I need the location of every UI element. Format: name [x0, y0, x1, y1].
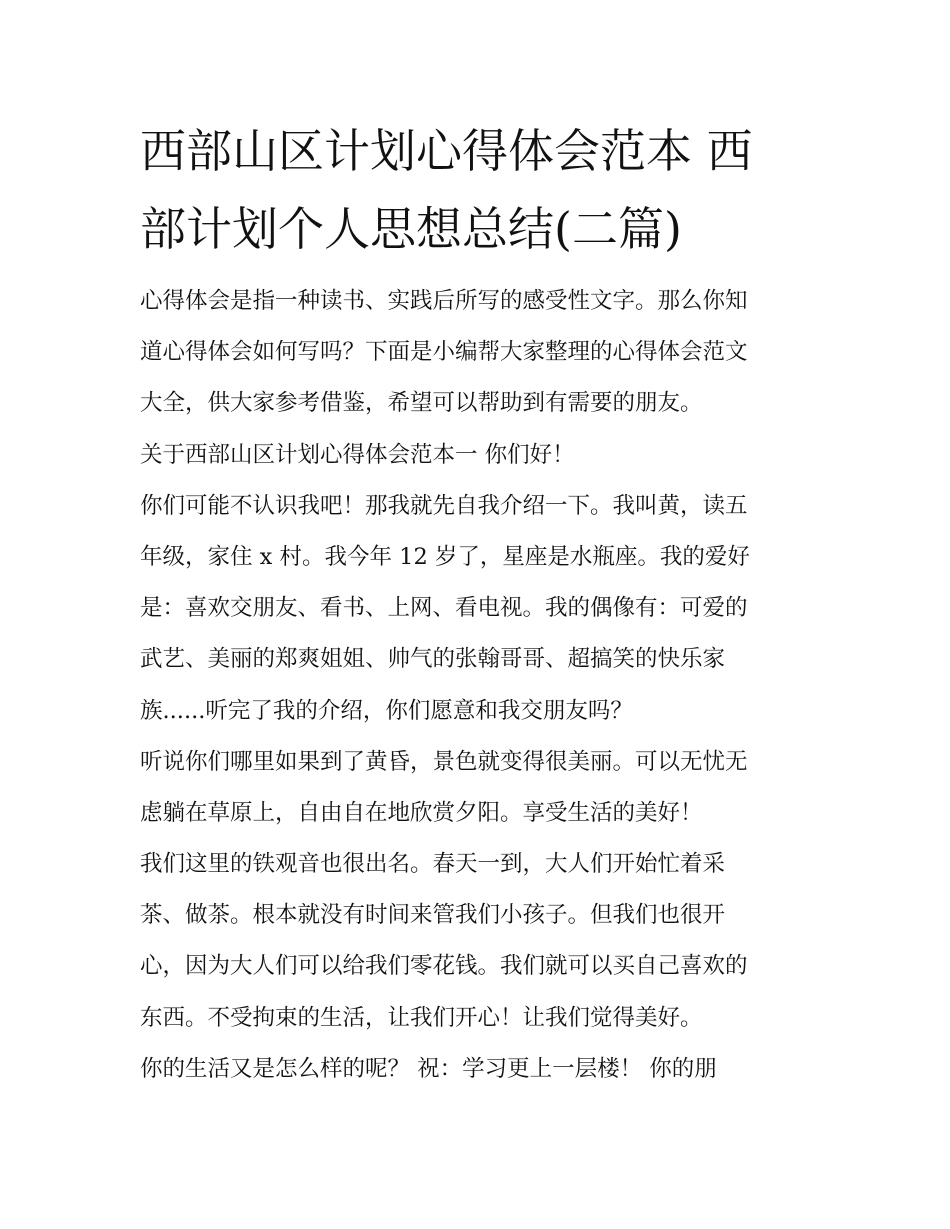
- body-line: 大全，供大家参考借鉴，希望可以帮助到有需要的朋友。: [140, 390, 703, 417]
- body-line: 你的生活又是怎么样的呢？ 祝：学习更上一层楼！ 你的朋: [140, 1055, 717, 1082]
- body-line: 茶、做茶。根本就没有时间来管我们小孩子。但我们也很开: [140, 902, 726, 929]
- body-line: 心，因为大人们可以给我们零花钱。我们就可以买自己喜欢的: [140, 953, 748, 980]
- document-body: [140, 276, 820, 1095]
- title-line: 部计划个人思想总结(二篇): [140, 202, 682, 256]
- body-line: 族......听完了我的介绍，你们愿意和我交朋友吗？: [140, 697, 633, 724]
- body-line: 虑躺在草原上，自由自在地欣赏夕阳。享受生活的美好！: [140, 799, 703, 826]
- body-line: 听说你们哪里如果到了黄昏，景色就变得很美丽。可以无忧无: [140, 748, 748, 775]
- body-line: 是：喜欢交朋友、看书、上网、看电视。我的偶像有：可爱的: [140, 595, 748, 622]
- body-line: 心得体会是指一种读书、实践后所写的感受性文字。那么你知: [140, 288, 748, 314]
- body-line: 东西。不受拘束的生活，让我们开心！让我们觉得美好。: [140, 1004, 703, 1031]
- body-line: 道心得体会如何写吗？下面是小编帮大家整理的心得体会范文: [140, 339, 748, 366]
- body-line: 年级，家住 x 村。我今年 12 岁了，星座是水瓶座。我的爱好: [140, 543, 750, 570]
- body-line: 武艺、美丽的郑爽姐姐、帅气的张翰哥哥、超搞笑的快乐家: [140, 646, 726, 673]
- body-line: 你们可能不认识我吧！那我就先自我介绍一下。我叫黄，读五: [140, 492, 748, 519]
- document-title: [140, 112, 820, 268]
- body-line: 我们这里的铁观音也很出名。春天一到，大人们开始忙着采: [140, 851, 726, 878]
- body-line: 关于西部山区计划心得体会范本一 你们好！: [140, 441, 575, 468]
- title-line: 西部山区计划心得体会范本 西: [140, 124, 753, 178]
